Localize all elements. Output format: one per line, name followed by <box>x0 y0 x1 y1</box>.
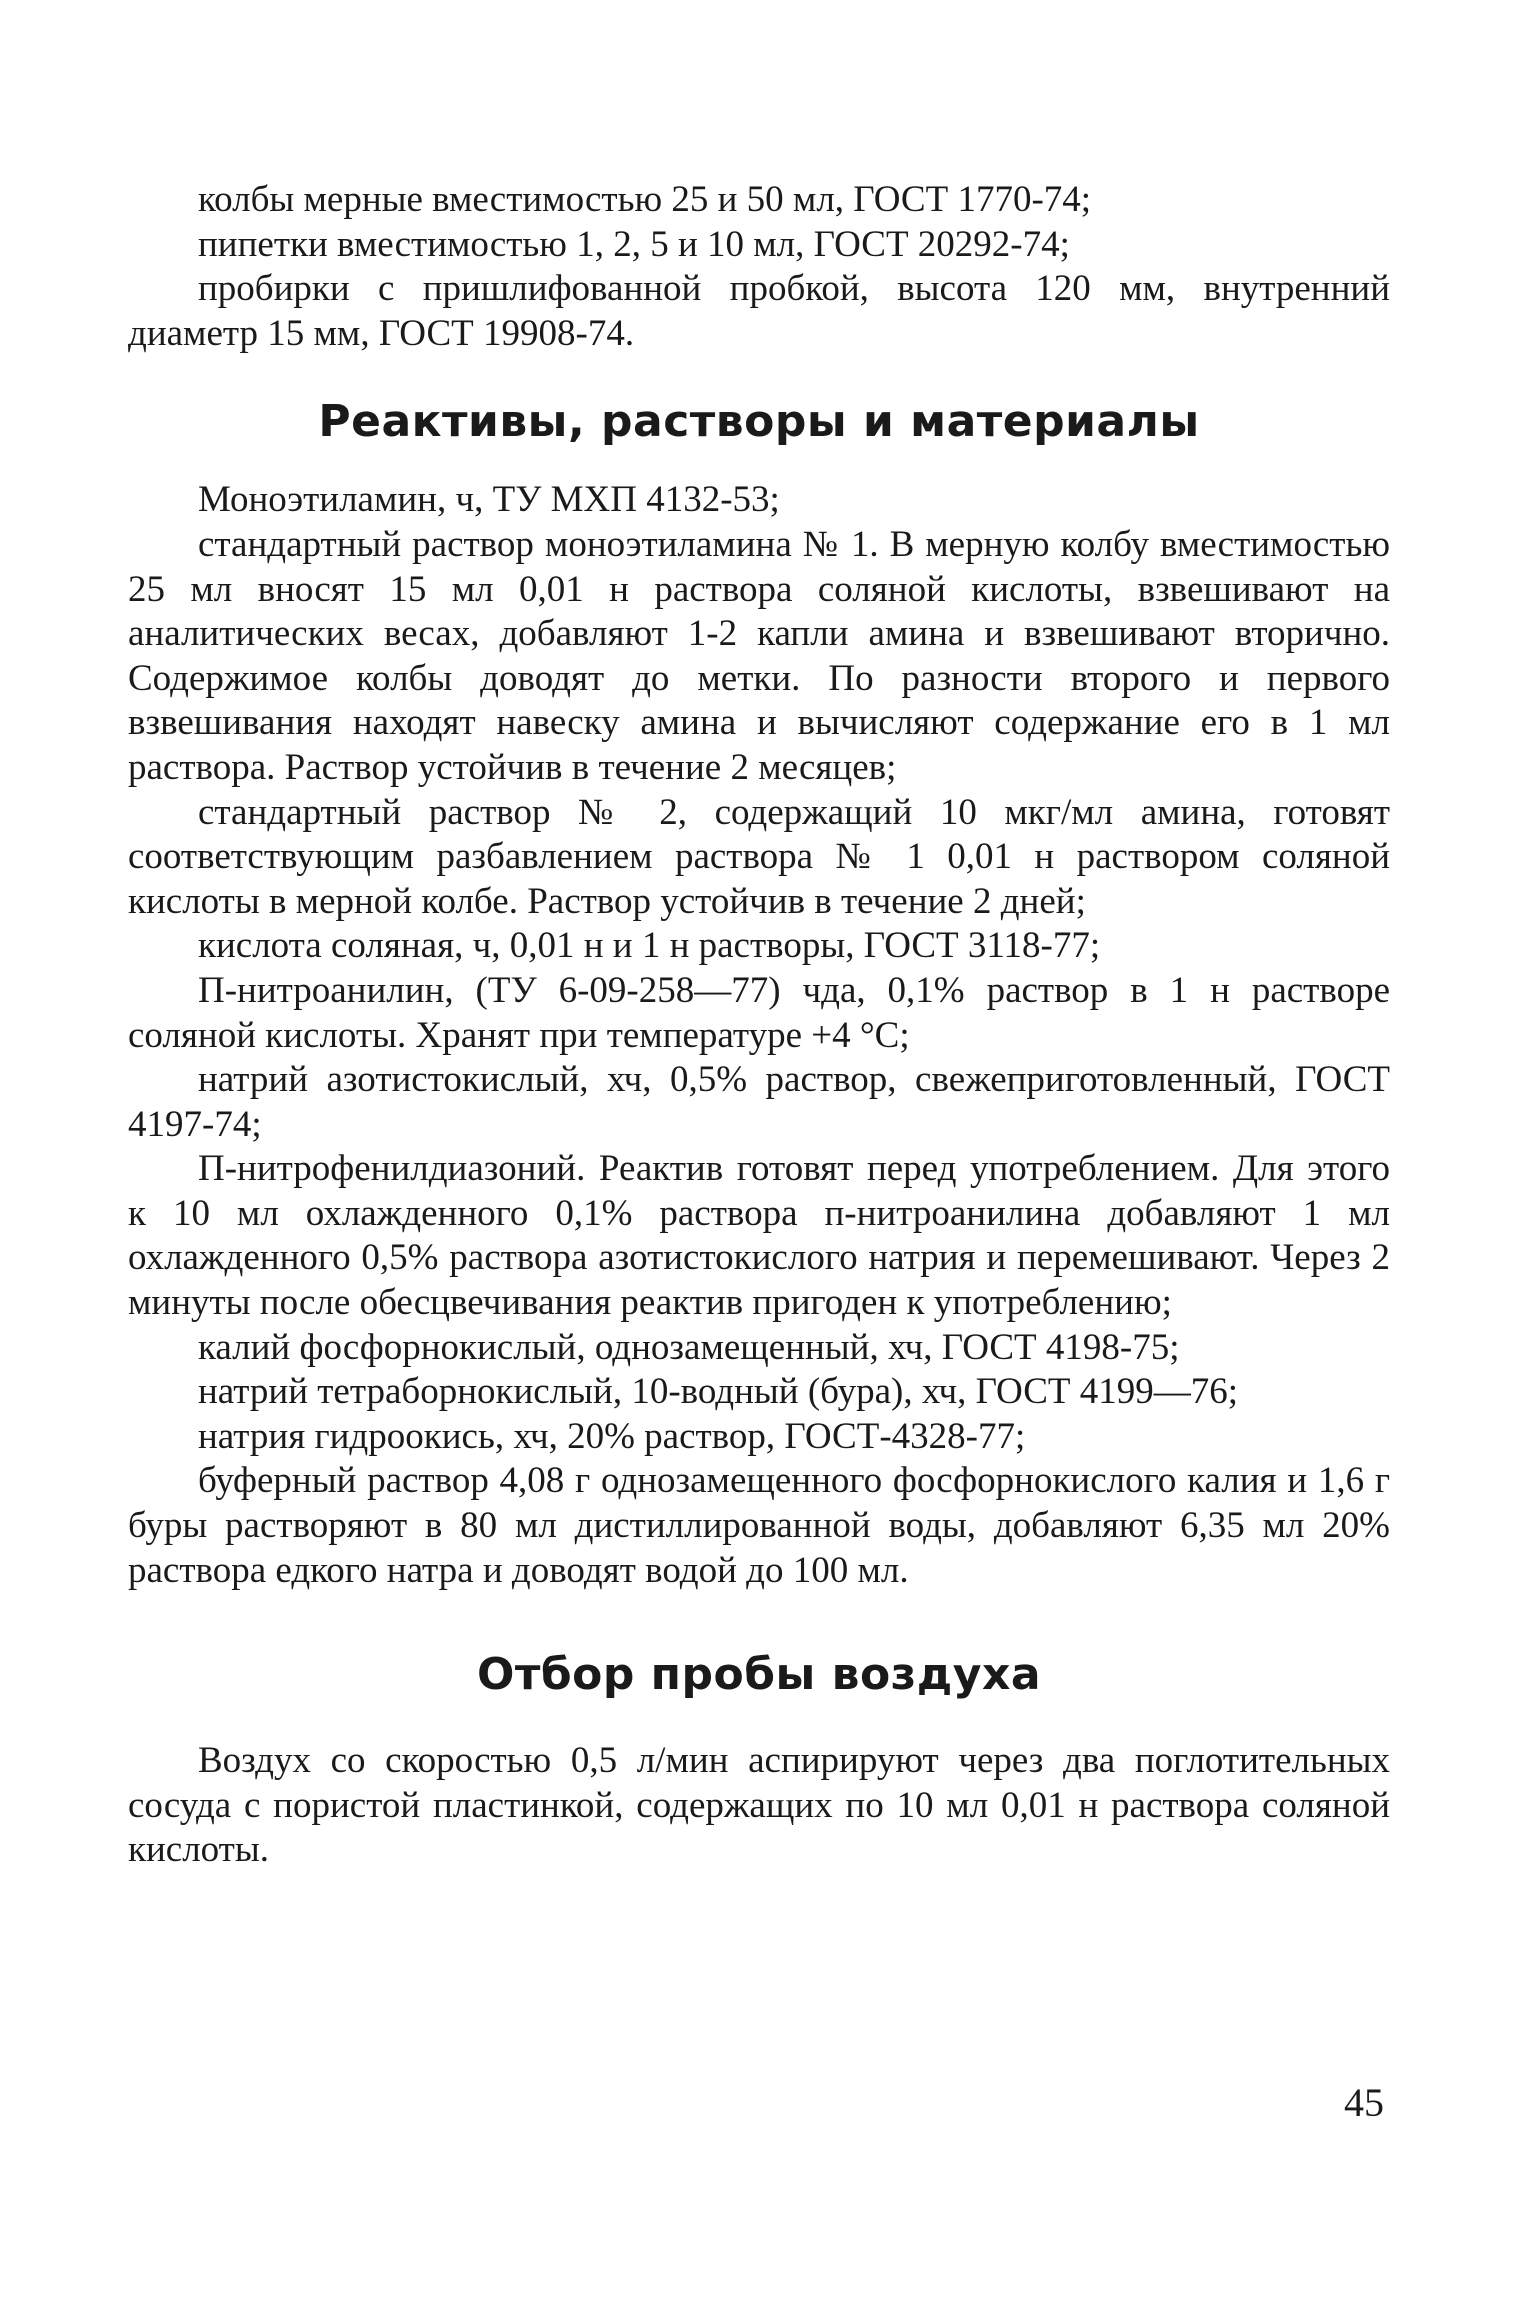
reagent-item: буферный раствор 4,08 г однозамещенного фосфорнокислого калия и 1,6 г буры растворяют в 80 мл дистиллированной воды, добавляют 6,35 мл 20% раствора едкого натра и доводят водой до 100 мл. <box>128 1460 1390 1591</box>
reagents-list <box>128 478 1390 1593</box>
reagent-item: Моноэтиламин, ч, ТУ МХП 4132-53; <box>198 479 780 521</box>
section-heading-sampling: Отбор пробы воздуха <box>476 1649 1042 1701</box>
reagent-item: стандартный раствор № 2, содержащий 10 мкг/мл амина, готовят соответствующим разбавлением раствора № 1 0,01 н раствором соляной кислоты в мерной колбе. Раствор устойчив в течение 2 дней; <box>128 791 1390 922</box>
section-heading-reagents: Реактивы, растворы и материалы <box>318 396 1200 448</box>
reagent-item: стандартный раствор моноэтиламина № 1. В мерную колбу вместимостью 25 мл вносят 15 мл 0,01 н раствора соляной кислоты, взвешивают на аналитических весах, добавляют 1-2 капли амина и взвешивают вторично. Содержимое колбы доводят до метки. По разности второго и первого взвешивания находят навеску амина и вычисляют содержание его в 1 мл раствора. Раствор устойчив в течение 2 месяцев; <box>128 523 1390 788</box>
reagent-item: калий фосфорнокислый, однозамещенный, хч, ГОСТ 4198-75; <box>198 1326 1180 1368</box>
page-content <box>128 178 1390 1875</box>
page-number: 45 <box>1344 2080 1384 2125</box>
reagent-item: кислота соляная, ч, 0,01 н и 1 н растворы, ГОСТ 3118-77; <box>198 925 1101 967</box>
reagent-item: П-нитрофенилдиазоний. Реактив готовят перед употреблением. Для этого к 10 мл охлажденного 0,1% раствора п-нитроанилина добавляют 1 мл охлажденного 0,5% раствора азотистокислого натрия и перемешивают. Через 2 минуты после обесцвечивания реактив пригоден к употреблению; <box>128 1148 1390 1324</box>
reagent-item: натрий тетраборнокислый, 10-водный (бура), хч, ГОСТ 4199—76; <box>198 1371 1239 1413</box>
reagent-item: натрий азотистокислый, хч, 0,5% раствор, свежеприготовленный, ГОСТ 4197-74; <box>128 1059 1390 1145</box>
equipment-list <box>128 178 1390 356</box>
sampling-text <box>128 1739 1390 1873</box>
equipment-item: пипетки вместимостью 1, 2, 5 и 10 мл, ГОСТ 20292-74; <box>198 223 1070 265</box>
equipment-item: колбы мерные вместимостью 25 и 50 мл, ГОСТ 1770-74; <box>198 179 1092 220</box>
equipment-item: пробирки с пришлифованной пробкой, высота 120 мм, внутренний диаметр 15 мм, ГОСТ 19908-74. <box>128 268 1390 354</box>
reagent-item: П-нитроанилин, (ТУ 6-09-258—77) чда, 0,1% раствор в 1 н растворе соляной кислоты. Хранят при температуре +4 °С; <box>128 969 1390 1056</box>
sampling-paragraph: Воздух со скоростью 0,5 л/мин аспирируют через два поглотительных сосуда с пористой пластинкой, содержащих по 10 мл 0,01 н раствора соляной кислоты. <box>128 1740 1390 1871</box>
reagent-item: натрия гидроокись, хч, 20% раствор, ГОСТ-4328-77; <box>198 1415 1026 1457</box>
